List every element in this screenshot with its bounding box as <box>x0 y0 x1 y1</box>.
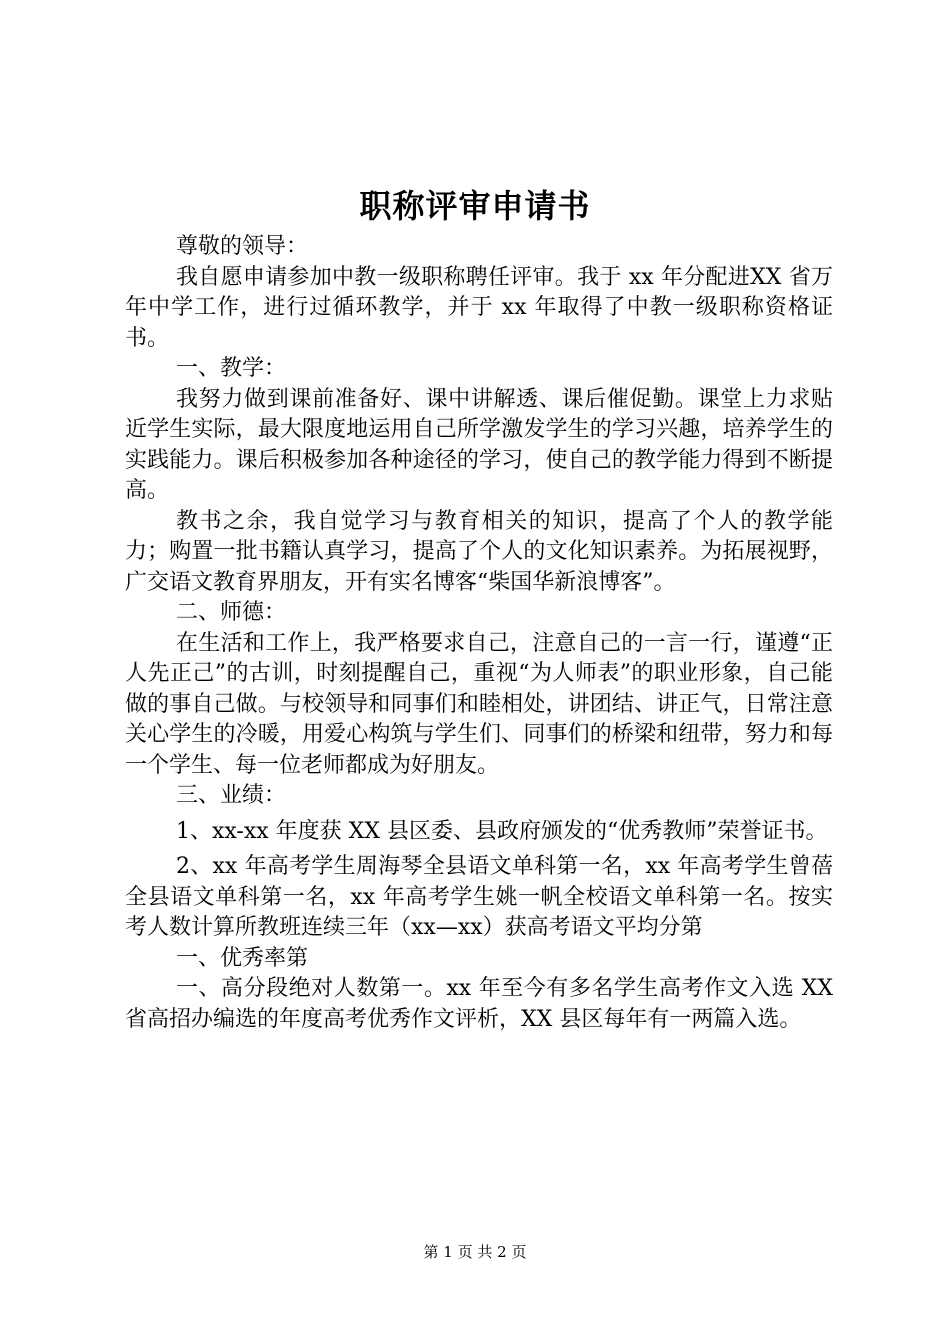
achievement-line-high-score: 一、高分段绝对人数第一。xx 年至今有多名学生高考作文入选 XX 省高招办编选的年度高考优秀作文评析，XX 县区每年有一两篇入选。 <box>125 976 833 1032</box>
intro-paragraph: 我自愿申请参加中教一级职称聘任评审。我于 xx 年分配进XX 省万年中学工作，进行过循环教学，并于 xx 年取得了中教一级职称资格证书。 <box>125 264 833 351</box>
section-heading-ethics: 二、师德： <box>176 600 287 625</box>
achievement-line-excellence: 一、优秀率第 <box>176 945 309 971</box>
document-body <box>125 232 833 1035</box>
section-heading-teaching: 一、教学： <box>176 356 287 381</box>
achievement-item-2: 2、xx 年高考学生周海琴全县语文单科第一名，xx 年高考学生曾蓓全县语文单科第一名，xx 年高考学生姚一帆全校语文单科第一名。按实考人数计算所教班连续三年（xx—xx）获高考语文平均分第 <box>125 854 833 940</box>
teaching-paragraph-1: 我努力做到课前准备好、课中讲解透、课后催促勤。课堂上力求贴近学生实际，最大限度地运用自己所学激发学生的学习兴趣，培养学生的实践能力。课后积极参加各种途径的学习，使自己的教学能力得到不断提高。 <box>125 386 833 503</box>
salutation: 尊敬的领导： <box>176 234 309 259</box>
teaching-paragraph-2: 教书之余，我自觉学习与教育相关的知识，提高了个人的教学能力；购置一批书籍认真学习，提高了个人的文化知识素养。为拓展视野，广交语文教育界朋友，开有实名博客“柴国华新浪博客”。 <box>125 508 833 595</box>
ethics-paragraph: 在生活和工作上，我严格要求自己，注意自己的一言一行，谨遵“正人先正己”的古训，时刻提醒自己，重视“为人师表”的职业形象，自己能做的事自己做。与校领导和同事们和睦相处，讲团结、讲正气，日常注意关心学生的冷暖，用爱心构筑与学生们、同事们的桥梁和纽带，努力和每一个学生、每一位老师都成为好朋友。 <box>125 630 833 778</box>
section-heading-achievements: 三、业绩： <box>176 783 287 808</box>
page-footer: 第 1 页 共 2 页 <box>423 1243 527 1261</box>
achievement-item-1: 1、xx-xx 年度获 XX 县区委、县政府颁发的“优秀教师”荣誉证书。 <box>176 818 828 844</box>
document-title: 职称评审申请书 <box>359 187 591 225</box>
